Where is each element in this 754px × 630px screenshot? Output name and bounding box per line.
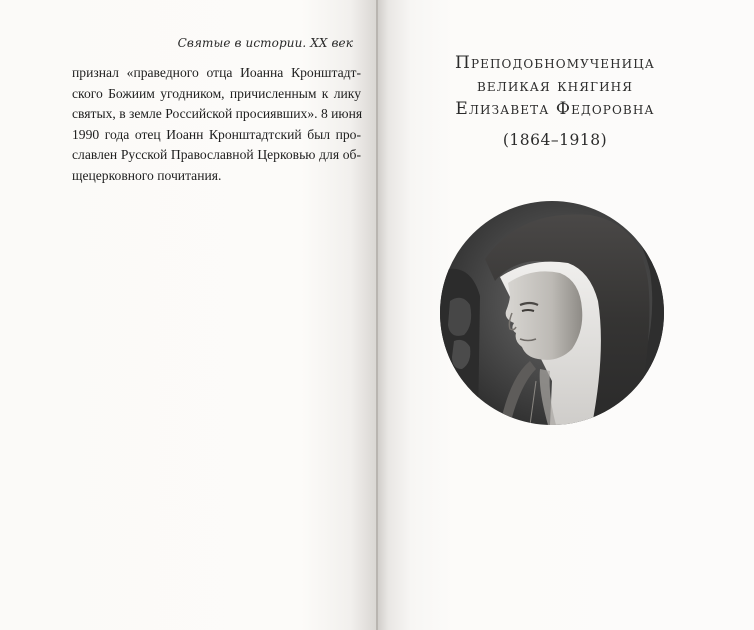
chapter-title bbox=[385, 52, 725, 121]
title-line: великая княгиня bbox=[476, 76, 634, 96]
body-line: ского Божиим угодником, причисленным к лику bbox=[72, 85, 361, 101]
gutter bbox=[376, 0, 378, 630]
running-head: Святые в истории. XX век bbox=[177, 36, 353, 50]
body-line: щецерковного почитания. bbox=[72, 167, 222, 183]
body-paragraph bbox=[72, 63, 361, 186]
body-line: славлен Русской Православной Церковью для об- bbox=[72, 147, 361, 162]
body-line: признал «праведного отца Иоанна Кронштадт- bbox=[72, 65, 361, 80]
body-line: святых, в земле Российской просиявших». 8 июня bbox=[72, 106, 363, 121]
title-line: Елизавета Федоровна bbox=[455, 99, 655, 119]
title-line: Преподобномученица bbox=[455, 53, 655, 73]
portrait-photo bbox=[440, 201, 664, 425]
life-dates: (1864–1918) bbox=[502, 131, 608, 149]
body-line: 1990 года отец Иоанн Кронштадтский был про- bbox=[72, 126, 361, 142]
